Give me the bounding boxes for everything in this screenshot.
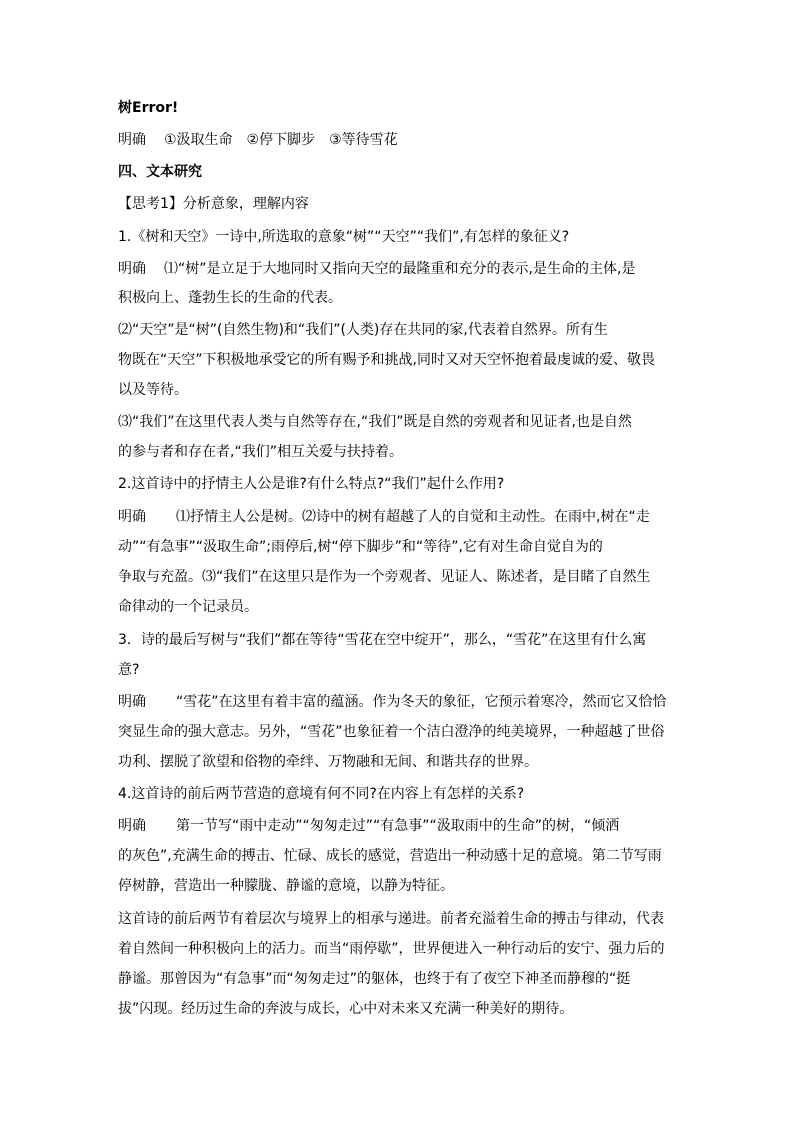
answer-1-para-text-1: ⑴“树”是立足于大地同时又指向天空的最隆重和充分的表示,是生命的主体,是 [164,261,636,277]
answer-label: 明确 [118,132,146,148]
answer-label: 明确 [118,509,146,525]
answer-3-line-2: 突显生命的强大意志。另外，“雪花”也象征着一个洁白澄净的纯美境界，一种超越了世俗 [118,724,665,740]
answer-3-line-3: 功利、摆脱了欲望和俗物的牵绊、万物融和无间、和谐共存的世界。 [118,754,538,770]
answer-4-line-1 [118,816,619,836]
question-3-line-1: 3．诗的最后写树与“我们”都在等待“雪花在空中绽开”，那么，“雪花”在这里有什么寓 [118,632,647,648]
answer-4-line-3: 停树静，营造出一种朦胧、静谧的意境，以静为特征。 [118,878,454,894]
answer-4-line-2: 的灰色”,充满生命的搏击、忙碌、成长的感觉，营造出一种动感十足的意境。第二节写雨 [118,848,662,864]
answer-1-para-line-2: 积极向上、蓬勃生长的生命的代表。 [118,290,342,306]
answer-2-line-4: 命律动的一个记录员。 [118,599,258,615]
answer-1-para-line-4: 物既在“天空”下积极地承受它的所有赐予和挑战,同时又对天空怀抱着最虔诚的爱、敬畏 [118,352,655,368]
answer-1-text: ①汲取生命 ②停下脚步 ③等待雪花 [164,132,398,148]
summary-para-line-3: 静谧。那曾因为“有急事”而“匆匆走过”的躯体，也终于有了夜空下神圣而静穆的“挺 [118,971,631,987]
answer-2-text-1: ⑴抒情主人公是树。⑵诗中的树有超越了人的自觉和主动性。在雨中,树在“走 [176,509,650,525]
question-3-line-2: 意? [118,662,140,678]
answer-1-para-line-6: ⑶“我们”在这里代表人类与自然等存在,“我们”既是自然的旁观者和见证者,也是自然 [118,414,632,430]
summary-para-line-4: 拔”闪现。经历过生命的奔波与成长，心中对未来又充满一种美好的期待。 [118,1001,574,1017]
answer-2-line-2: 动”“有急事”“汲取生命”;雨停后,树“停下脚步”和“等待”,它有对生命自觉自为的 [118,539,603,555]
answer-4-text-1: 第一节写“雨中走动”“匆匆走过”“有急事”“汲取雨中的生命”的树，“倾洒 [176,818,620,834]
answer-2-line-3: 争取与充盈。⑶“我们”在这里只是作为一个旁观者、见证人、陈述者，是目睹了自然生 [118,569,651,585]
section-title: 四、文本研究 [118,164,202,180]
answer-1-line [118,130,398,150]
think-1-heading: 【思考1】分析意象，理解内容 [118,196,309,212]
answer-3-line-1 [118,692,667,712]
answer-label: 明确 [118,694,146,710]
answer-1-para-line-3: ⑵“天空”是“树”(自然生物)和“我们”(人类)存在共同的家,代表着自然界。所有生 [118,322,608,338]
answer-label: 明确 [118,261,146,277]
answer-1-para-line-7: 的参与者和存在者,“我们”相互关爱与扶持着。 [118,444,403,460]
answer-3-text-1: “雪花”在这里有着丰富的蕴涵。作为冬天的象征，它预示着寒冷，然而它又恰恰 [176,694,667,710]
answer-2-line-1 [118,507,650,527]
answer-label: 明确 [118,818,146,834]
question-1: 1.《树和天空》一诗中,所选取的意象“树”“天空”“我们”,有怎样的象征义? [118,229,570,245]
summary-para-line-1: 这首诗的前后两节有着层次与境界上的相承与递进。前者充溢着生命的搏击与律动，代表 [118,911,664,927]
summary-para-line-2: 着自然间一种积极向上的活力。而当“雨停歇”，世界便进入一种行动后的安宁、强力后的 [118,941,665,957]
question-4: 4.这首诗的前后两节营造的意境有何不同?在内容上有怎样的关系? [118,786,525,802]
answer-1-para-line-5: 以及等待。 [118,382,188,398]
question-2: 2.这首诗中的抒情主人公是谁?有什么特点?“我们”起什么作用? [118,476,505,492]
answer-1-para-line-1 [118,259,635,279]
document-header-line: 树Error! [118,100,179,116]
